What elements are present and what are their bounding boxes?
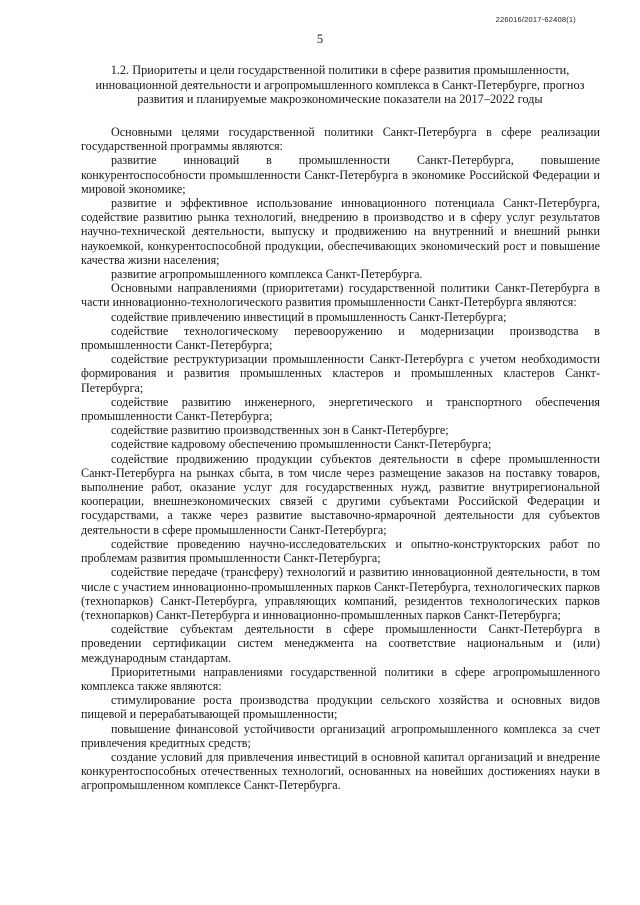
paragraph: Приоритетными направлениями государственной политики в сфере агропромышленного комплекса также являются: bbox=[81, 664, 600, 693]
paragraph: Основными целями государственной политики Санкт-Петербурга в сфере реализации государственной программы являются: bbox=[81, 125, 600, 154]
paragraph: содействие развитию производственных зон в Санкт-Петербурге; bbox=[111, 423, 449, 438]
paragraph: развитие и эффективное использование инновационного потенциала Санкт-Петербурга, содействие развитию рынка технологий, внедрению в производство и в сферу услуг результатов научно-технической деятельности, выпуску и продвижению на внутренний и внешний рынки наукоемкой, конкурентоспособной продукции, обеспечивающих экономический рост и повышение качества жизни населения; bbox=[81, 196, 600, 267]
section-heading: 1.2. Приоритеты и цели государственной политики в сфере развития промышленности, инновационной деятельности и агропромышленного комплекса в Санкт-Петербурге, прогноз развития и планируемые макроэкономические показатели на 2017–2022 годы bbox=[95, 63, 585, 106]
paragraph: содействие реструктуризации промышленности Санкт-Петербурга с учетом необходимости формирования и развития промышленных кластеров и промышленных кластеров Санкт-Петербурга; bbox=[81, 352, 600, 395]
page-number: 5 bbox=[316, 32, 324, 46]
paragraph: повышение финансовой устойчивости организаций агропромышленного комплекса за счет привлечения кредитных средств; bbox=[81, 721, 600, 750]
paragraph: развитие инноваций в промышленности Санкт-Петербурга, повышение конкурентоспособности промышленности Санкт-Петербурга в экономике Российской Федерации и мировой экономике; bbox=[81, 153, 600, 196]
paragraph: содействие проведению научно-исследовательских и опытно-конструкторских работ по проблемам развития промышленности Санкт-Петербурга; bbox=[81, 536, 600, 566]
paragraph: содействие продвижению продукции субъектов деятельности в сфере промышленности Санкт-Петербурга на рынках сбыта, в том числе через размещение заказов на поставку товаров, выполнение работ, оказание услуг для государственных нужд, развитие внутрирегиональной кооперации, внешнеэкономических связей с другими субъектами Российской Федерации и государствами, а также через развитие выставочно-ярмарочной деятельности для субъектов деятельности в сфере промышленности Санкт-Петербурга; bbox=[81, 451, 600, 537]
document-body bbox=[81, 125, 600, 793]
paragraph: содействие привлечению инвестиций в промышленность Санкт-Петербурга; bbox=[111, 309, 507, 324]
paragraph: развитие агропромышленного комплекса Санкт-Петербурга. bbox=[111, 267, 423, 282]
paragraph: Основными направлениями (приоритетами) государственной политики Санкт-Петербурга в части инновационно-технологического развития промышленности Санкт-Петербурга являются: bbox=[81, 281, 600, 310]
paragraph: содействие передаче (трансферу) технологий и развитию инновационной деятельности, в том числе с участием инновационно-промышленных парков Санкт-Петербурга, технологических парков (технопарков) Санкт-Петербурга, управляющих компаний, резидентов технологических парков (технопарков) Санкт-Петербурга и инновационно-промышленных парков Санкт-Петербурга; bbox=[81, 565, 600, 622]
paragraph: создание условий для привлечения инвестиций в основной капитал организаций и внедрение конкурентоспособных отечественных технологий, основанных на новейших достижениях науки в агропромышленном комплексе Санкт-Петербурга. bbox=[81, 749, 600, 793]
paragraph: содействие кадровому обеспечению промышленности Санкт-Петербурга; bbox=[111, 437, 492, 452]
paragraph: содействие субъектам деятельности в сфере промышленности Санкт-Петербурга в проведении сертификации систем менеджмента на соответствие национальным и (или) международным стандартам. bbox=[81, 622, 600, 665]
paragraph: содействие развитию инженерного, энергетического и транспортного обеспечения промышленности Санкт-Петербурга; bbox=[81, 394, 600, 424]
paragraph: содействие технологическому перевооружению и модернизации производства в промышленности Санкт-Петербурга; bbox=[81, 323, 600, 353]
document-id: 226016/2017-62408(1) bbox=[495, 15, 576, 24]
paragraph: стимулирование роста производства продукции сельского хозяйства и основных видов пищевой и перерабатывающей промышленности; bbox=[81, 693, 600, 722]
